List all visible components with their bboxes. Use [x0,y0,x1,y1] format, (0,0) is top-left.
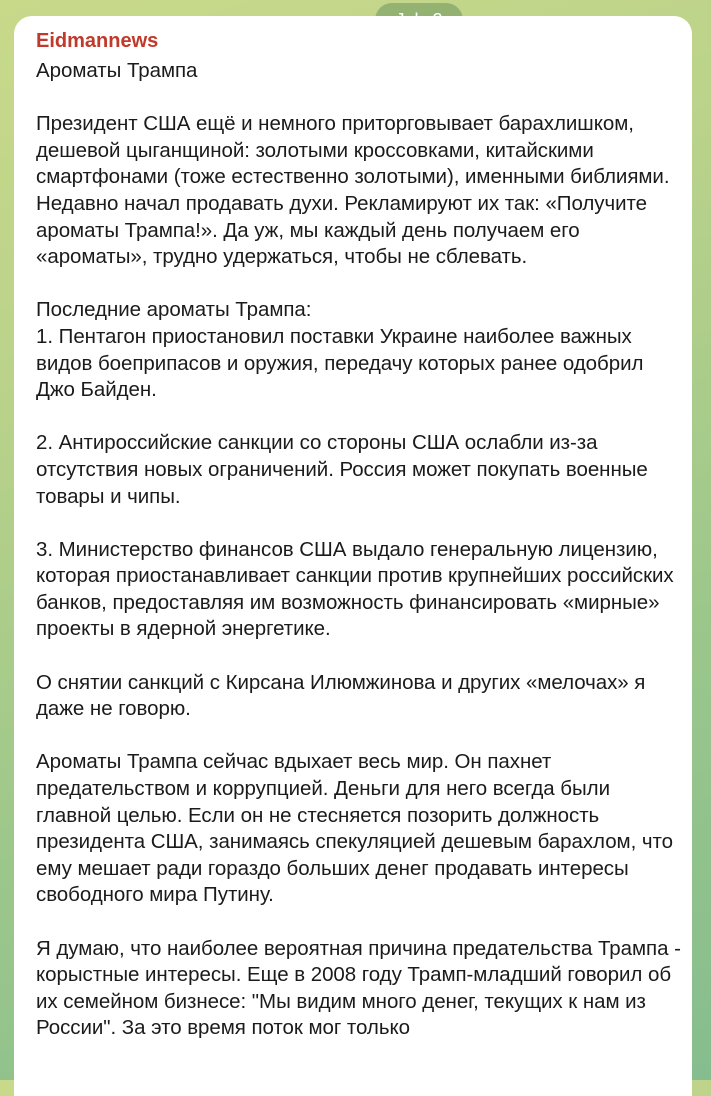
message-text: Ароматы Трампа Президент США ещё и немного приторговывает барахлишком, дешевой цыганщиной: золотыми кроссовками, китайскими смартфонами (тоже естественно золотыми), именными библиями. Недавно начал продавать духи. Рекламируют их так: «Получите ароматы Трампа!». Да уж, мы каждый день получаем его «ароматы», трудно удержаться, чтобы не сблевать. Последние ароматы Трампа: 1. Пентагон приостановил поставки Украине наиболее важных видов боеприпасов и оружия, передачу которых ранее одобрил Джо Байден. 2. Антироссийские санкции со стороны США ослабли из-за отсутствия новых ограничений. Россия может покупать военные товары и чипы. 3. Министерство финансов США выдало генеральную лицензию, которая приостанавливает санкции против крупнейших российских банков, предоставляя им возможность финансировать «мирные» проекты в ядерной энергетике. О снятии санкций с Кирсана Илюмжинова и других «мелочах» я даже не говорю. Ароматы Трампа сейчас вдыхает весь мир. Он пахнет предательством и коррупцией. Деньги для него всегда были главной целью. Если он не стесняется позорить должность президента США, занимаясь спекуляцией дешевым барахлом, что ему мешает ради гораздо больших денег продавать интересы свободного мира Путину. Я думаю, что наиболее вероятная причина предательства Трампа - корыстные интересы. Еще в 2008 году Трамп-младший говорил об их семейном бизнесе: "Мы видим много денег, текущих к нам из России". За это время поток мог только [36,59,681,1040]
message-bubble[interactable] [14,16,692,1096]
sender-name[interactable]: Eidmannews [36,30,159,52]
